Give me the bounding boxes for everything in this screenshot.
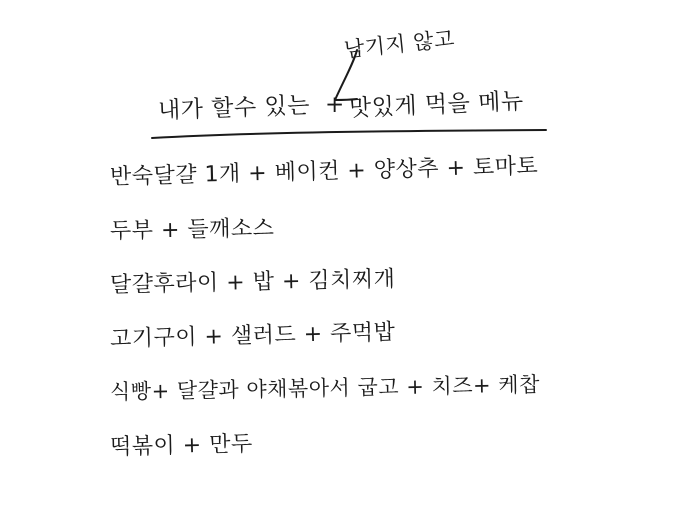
menu-item-text: 식빵+ 달걀과 야채볶아서 굽고 + 치즈+ 케찹 <box>109 372 541 404</box>
title-plus-sign: + <box>325 92 345 118</box>
menu-list-item <box>0 310 674 364</box>
menu-item-text: 떡볶이 + 만두 <box>109 431 253 460</box>
menu-list <box>0 148 674 472</box>
menu-list-item <box>0 256 674 310</box>
menu-list-item <box>0 364 674 418</box>
menu-item-text: 고기구이 + 샐러드 + 주먹밥 <box>109 319 396 352</box>
title-underline <box>150 128 550 142</box>
note-title-block <box>0 20 674 135</box>
title-left-part: 내가 할수 있는 <box>157 92 311 124</box>
menu-item-text: 달걀후라이 + 밥 + 김치찌개 <box>109 266 396 298</box>
menu-item-text: 두부 + 들깨소스 <box>109 215 275 244</box>
menu-list-item <box>0 148 674 202</box>
title-right-part: 맛있게 먹을 메뉴 <box>348 88 525 122</box>
menu-list-item <box>0 202 674 256</box>
menu-item-text: 반숙달걀 1개 + 베이컨 + 양상추 + 토마토 <box>109 153 539 190</box>
menu-list-item <box>0 418 674 472</box>
title-annotation: 남기지 않고 <box>342 26 456 62</box>
